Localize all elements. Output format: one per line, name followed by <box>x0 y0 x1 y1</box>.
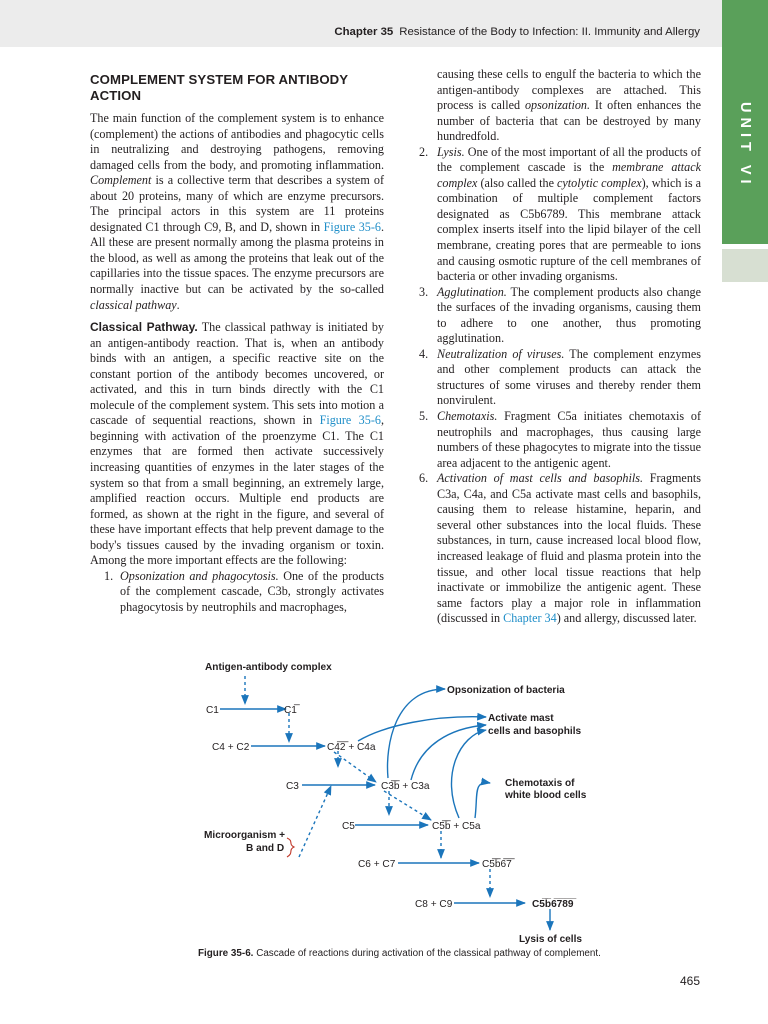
side-tab-top <box>722 0 768 47</box>
chapter-label: Chapter 35 <box>334 26 394 38</box>
effects-list-start <box>90 569 384 616</box>
figure-link[interactable]: Figure 35-6 <box>323 219 381 234</box>
list-item: 5. Chemotaxis. Fragment C5a initiates chemotaxis of neutrophils and macrophages, thus causing large numbers of these phagocytes to migrate into the tissue area adjacent to the antigenic agent. <box>419 409 701 470</box>
label-activate-mast: Activate mast <box>488 713 554 724</box>
section-heading: COMPLEMENT SYSTEM FOR ANTIBODY ACTION <box>90 72 348 103</box>
caption-text: Cascade of reactions during activation of the classical pathway of complement. <box>256 948 601 959</box>
arrow-c3b-to-mast <box>411 725 486 780</box>
label-c5b67: C5̅b̅6̅7̅ <box>482 859 512 870</box>
left-column <box>90 72 384 616</box>
chapter-title: Resistance of the Body to Infection: II. Immunity and Allergy <box>399 26 700 38</box>
label-lysis: Lysis of cells <box>519 934 583 945</box>
running-header-band <box>0 0 722 47</box>
side-tab-marker <box>722 249 768 282</box>
arrow-c5b-to-chemotaxis <box>475 783 490 818</box>
label-c3b-c3a: C3̅b̅ + C3a <box>381 781 430 792</box>
label-c5b6789: C5̅b̅6̅7̅8̅9̅ <box>532 899 574 910</box>
arrow-c42-diagonal <box>334 752 376 782</box>
label-c4-c2: C4 + C2 <box>212 742 250 753</box>
page-number: 465 <box>679 974 700 988</box>
classical-pathway-heading: Classical Pathway. <box>90 320 198 335</box>
caption-label: Figure 35-6. <box>198 948 254 959</box>
label-c1: C1 <box>206 705 219 716</box>
label-b-and-d: B and D <box>246 843 285 854</box>
label-c5b-c5a: C5̅b̅ + C5a <box>432 821 481 832</box>
list-item: 2. Lysis. One of the most important of all the products of the complement cascade is the membrane attack complex (also called the cytolytic complex), which is a combination of multiple complement factors designated as C5b6789. This membrane attack complex inserts itself into the lipid bilayer of the cell membrane, creating pores that are permeable to ions and causing osmotic rupture of the cell membranes of bacteria or other invading organisms. <box>419 144 701 284</box>
label-white-blood-cells: white blood cells <box>505 790 587 801</box>
classical-paragraph: Classical Pathway. The classical pathway is initiated by an antigen-antibody reaction. That is, when an antibody binds with an antigen, a specific reactive site on the constant portion of the antibody becomes uncovered, or activated, and this in turn binds directly with the C1 molecule of the complement system. This sets into motion a cascade of sequential reactions, shown in Figure 35-6, beginning with activation of the proenzyme C1. The C1 enzymes that are formed then activate successively increasing quantities of enzymes in the later stages of the system so that from a small beginning, an extremely large, amplified reaction occurs. Multiple end products are formed, as shown at the right in the figure, and several of these have important effects that help prevent damage to the body's tissues caused by the invading organism or toxin. Among the more important effects are the following: <box>90 320 385 568</box>
label-opsonization: Opsonization of bacteria <box>447 685 565 696</box>
figure-caption <box>198 948 638 959</box>
list-item: 3. Agglutination. The complement products also change the surfaces of the invading organisms, causing them to adhere to one another, thus promoting agglutination. <box>419 284 701 346</box>
label-c1-active: C1̅ <box>284 705 297 716</box>
label-c42-c4a: C4̅2̅ + C4a <box>327 742 376 753</box>
list-item-continuation: causing these cells to engulf the bacteria to which the antigen-antibody complexes are attached. This process is called opsonization. It often enhances the number of bacteria that can be destroyed by many hundredfold. <box>437 67 701 144</box>
figure-link[interactable]: Figure 35-6 <box>319 413 381 428</box>
unit-label: UNIT VI <box>737 102 753 189</box>
running-header <box>334 26 700 38</box>
label-c5: C5 <box>342 821 355 832</box>
bracket-b-and-d <box>287 838 294 857</box>
list-item: 4. Neutralization of viruses. The complement enzymes and other complement products can attack the structures of some viruses and thereby render them nonvirulent. <box>419 346 701 408</box>
chapter-link[interactable]: Chapter 34 <box>503 611 557 626</box>
arrow-c42-to-mast <box>358 717 486 741</box>
intro-paragraph: The main function of the complement system is to enhance (complement) the actions of antibodies and phagocytic cells in neutralizing and destroying pathogens, removing damaged cells from the body, and promoting inflammation. Complement is a collective term that describes a system of about 20 proteins, many of which are enzyme precursors. The principal actors in this system are 11 proteins designated C1 through C9, B, and D, shown in Figure 35-6. All these are present normally among the plasma proteins in the blood, as well as among the proteins that leak out of the capillaries into the tissue spaces. The enzyme precursors are normally inactive but can be activated by the so-called classical pathway. <box>90 111 384 312</box>
arrow-c3b-to-c5b <box>384 791 431 820</box>
list-item: 6. Activation of mast cells and basophils. Fragments C3a, C4a, and C5a activate mast cells and basophils, causing them to release histamine, heparin, and several other substances into the local fluids. These substances, in turn, cause increased local blood flow, increased leakage of fluid and plasma protein into the tissue, and other local tissue reactions that help inactivate or immobilize the antigenic agent. These same factors play a major role in inflammation (discussed in Chapter 34) and allergy, discussed later. <box>419 471 701 626</box>
label-c8-c9: C8 + C9 <box>415 899 453 910</box>
complement-cascade-diagram <box>195 655 615 947</box>
arrow-micro-to-c3b <box>299 786 331 857</box>
label-c3: C3 <box>286 781 299 792</box>
effects-list <box>419 145 701 627</box>
label-chemotaxis: Chemotaxis of <box>505 778 575 789</box>
term-complement: Complement <box>90 173 152 188</box>
right-column <box>419 67 701 627</box>
term-classical-pathway: classical pathway <box>90 297 177 312</box>
list-item: 1. Opsonization and phagocytosis. One of the products of the complement cascade, C3b, strongly activates phagocytosis by neutrophils and macrophages, <box>104 568 384 614</box>
arrow-c5b-to-mast <box>451 730 486 818</box>
label-c6-c7: C6 + C7 <box>358 859 396 870</box>
label-antigen-complex: Antigen-antibody complex <box>205 662 332 673</box>
label-mast-cells-basophils: cells and basophils <box>488 726 582 737</box>
label-microorganism: Microorganism + <box>204 830 286 841</box>
